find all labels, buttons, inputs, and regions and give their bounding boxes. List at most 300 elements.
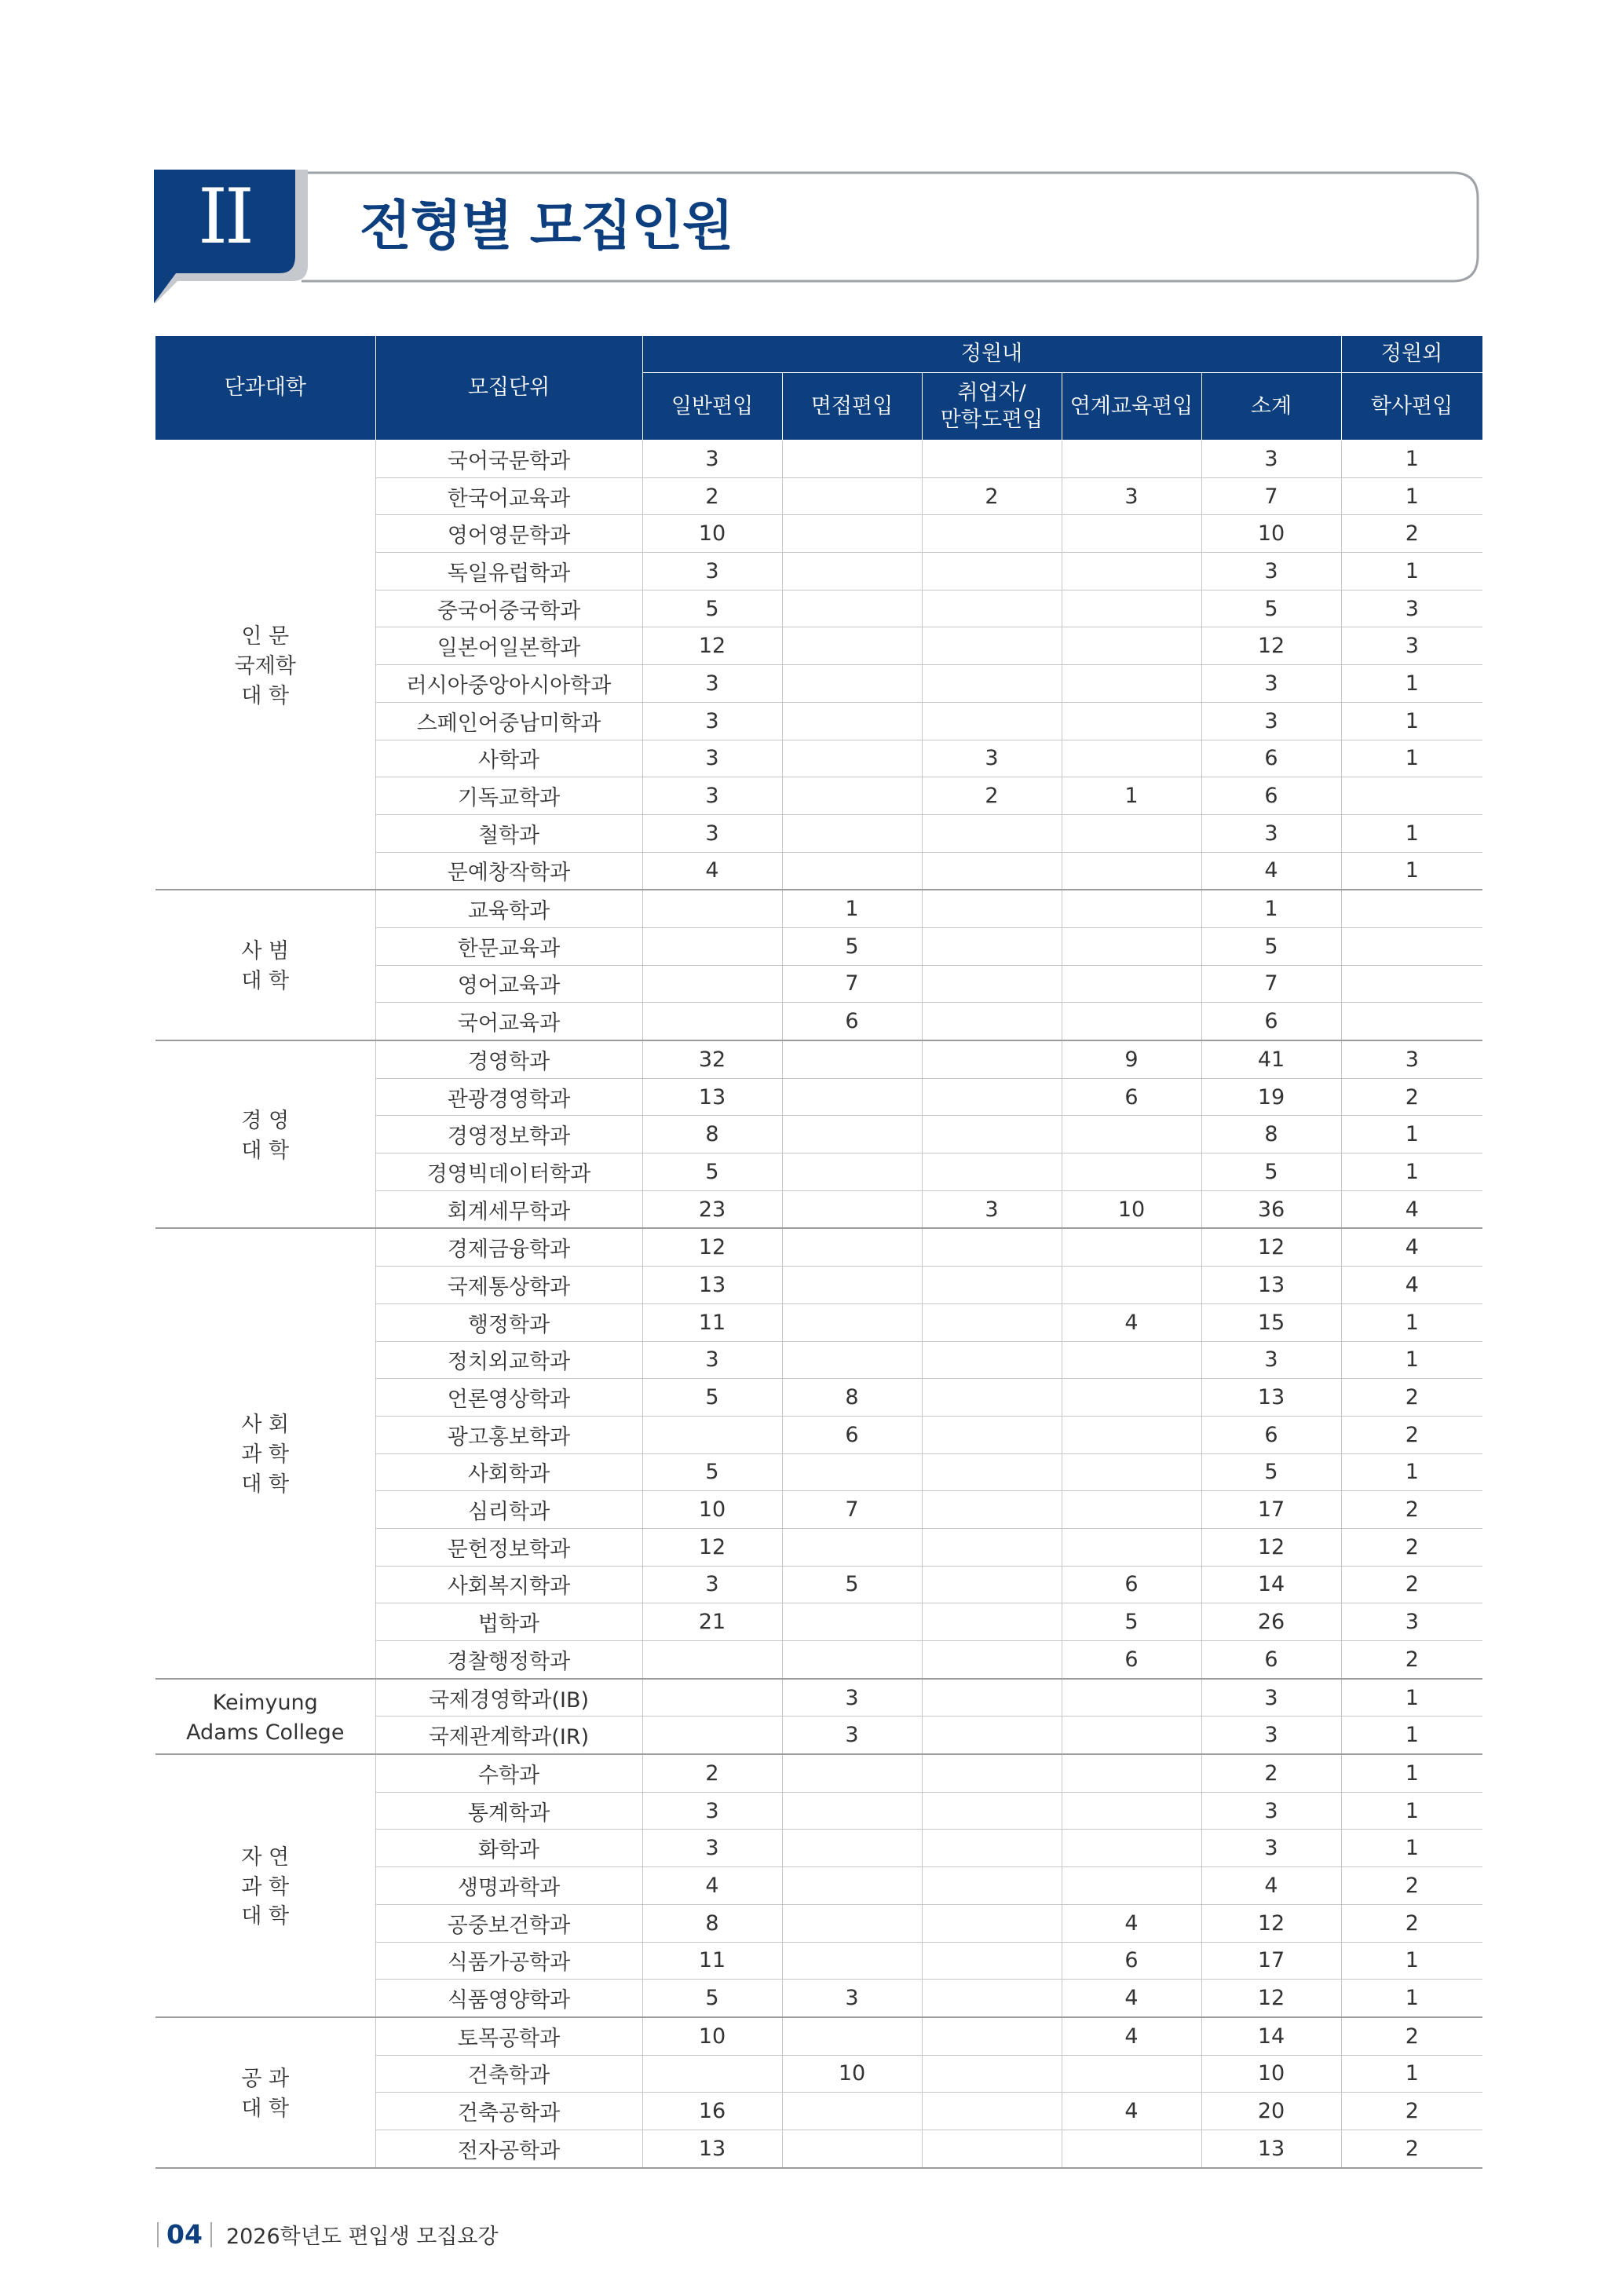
subtotal-count: 3 [1201,441,1341,478]
subtotal-count: 26 [1201,1603,1341,1641]
unit-name: 법학과 [375,1603,642,1641]
linked-count: 1 [1062,777,1201,815]
college-name [155,2017,375,2168]
college-name-line: 사 범 [241,939,290,964]
interview-count [782,1754,922,1792]
unit-name: 사회학과 [375,1453,642,1491]
linked-count [1062,740,1201,777]
employed-count [922,1303,1062,1341]
unit-name: 독일유럽학과 [375,553,642,590]
unit-name: 스페인어중남미학과 [375,702,642,740]
interview-count [782,515,922,553]
general-count: 10 [642,1491,782,1529]
interview-count [782,2093,922,2130]
linked-count: 6 [1062,1078,1201,1116]
unit-name: 교육학과 [375,890,642,927]
interview-count [782,627,922,665]
interview-count [782,2017,922,2055]
unit-name: 수학과 [375,1754,642,1792]
employed-count [922,1379,1062,1417]
bachelor-count [1341,1003,1482,1040]
general-count: 5 [642,590,782,627]
general-count: 5 [642,1153,782,1191]
general-count [642,927,782,965]
employed-count [922,627,1062,665]
employed-count [922,1566,1062,1603]
header-linked: 연계교육편입 [1062,373,1201,441]
unit-name: 국어국문학과 [375,441,642,478]
general-count [642,1717,782,1754]
linked-count [1062,1341,1201,1379]
linked-count [1062,1491,1201,1529]
subtotal-count: 12 [1201,1904,1341,1942]
employed-count [922,1453,1062,1491]
general-count: 3 [642,665,782,703]
unit-name: 심리학과 [375,1491,642,1529]
college-name-line: 대 학 [241,1138,290,1163]
college-name-line: Keimyung [212,1691,318,1716]
employed-count [922,1717,1062,1754]
employed-count [922,1754,1062,1792]
bachelor-count: 1 [1341,1116,1482,1153]
college-name-line: 경 영 [241,1108,290,1133]
interview-count [782,1603,922,1641]
section-header [154,170,1481,303]
general-count: 3 [642,1566,782,1603]
unit-name: 언론영상학과 [375,1379,642,1417]
interview-count [782,1228,922,1266]
subtotal-count: 6 [1201,1416,1341,1453]
interview-count [782,852,922,890]
unit-name: 국제관계학과(IR) [375,1717,642,1754]
linked-count [1062,2130,1201,2167]
bachelor-count: 1 [1341,1679,1482,1717]
unit-name: 식품가공학과 [375,1942,642,1980]
footer-divider [157,2222,159,2247]
linked-count [1062,515,1201,553]
linked-count [1062,702,1201,740]
table-row [155,1679,1482,1717]
table-row [155,890,1482,927]
employed-count [922,1792,1062,1830]
employed-count [922,702,1062,740]
general-count: 8 [642,1904,782,1942]
linked-count [1062,1416,1201,1453]
bachelor-count: 1 [1341,1754,1482,1792]
general-count: 11 [642,1303,782,1341]
bachelor-count [1341,927,1482,965]
subtotal-count: 3 [1201,1679,1341,1717]
interview-count: 3 [782,1717,922,1754]
interview-count: 3 [782,1679,922,1717]
general-count: 5 [642,1379,782,1417]
employed-count [922,1679,1062,1717]
interview-count [782,1267,922,1304]
employed-count [922,1341,1062,1379]
bachelor-count [1341,777,1482,815]
employed-count [922,2130,1062,2167]
linked-count [1062,1679,1201,1717]
interview-count [782,477,922,515]
bachelor-count: 1 [1341,1341,1482,1379]
bachelor-count: 3 [1341,590,1482,627]
page-number: 04 [166,2219,203,2250]
subtotal-count: 13 [1201,1267,1341,1304]
college-name [155,890,375,1040]
employed-count [922,1867,1062,1905]
linked-count [1062,1116,1201,1153]
interview-count: 7 [782,1491,922,1529]
employed-count: 2 [922,777,1062,815]
subtotal-count: 14 [1201,1566,1341,1603]
linked-count [1062,553,1201,590]
unit-name: 문헌정보학과 [375,1528,642,1566]
employed-count [922,1641,1062,1679]
general-count [642,1003,782,1040]
table-row [155,441,1482,478]
unit-name: 공중보건학과 [375,1904,642,1942]
document-title: 2026학년도 편입생 모집요강 [225,2225,499,2249]
bachelor-count: 2 [1341,1641,1482,1679]
interview-count: 5 [782,927,922,965]
subtotal-count: 12 [1201,1980,1341,2017]
subtotal-count: 13 [1201,1379,1341,1417]
bachelor-count: 2 [1341,2093,1482,2130]
unit-name: 경찰행정학과 [375,1641,642,1679]
subtotal-count: 3 [1201,702,1341,740]
linked-count: 3 [1062,477,1201,515]
interview-count: 7 [782,965,922,1003]
college-name [155,1228,375,1678]
employed-count [922,665,1062,703]
general-count: 3 [642,702,782,740]
subtotal-count: 6 [1201,1003,1341,1040]
linked-count [1062,852,1201,890]
general-count: 4 [642,1867,782,1905]
general-count: 2 [642,477,782,515]
general-count: 12 [642,1528,782,1566]
linked-count: 4 [1062,2017,1201,2055]
general-count [642,965,782,1003]
linked-count [1062,1153,1201,1191]
interview-count [782,1040,922,1078]
unit-name: 식품영양학과 [375,1980,642,2017]
interview-count: 1 [782,890,922,927]
header-employed-line1: 취업자/ [957,380,1026,405]
bachelor-count: 1 [1341,441,1482,478]
general-count: 12 [642,627,782,665]
header-interview: 면접편입 [782,373,922,441]
general-count: 5 [642,1453,782,1491]
subtotal-count: 3 [1201,1830,1341,1867]
interview-count [782,1904,922,1942]
interview-count [782,702,922,740]
bachelor-count: 2 [1341,1566,1482,1603]
subtotal-count: 10 [1201,515,1341,553]
subtotal-count: 3 [1201,1341,1341,1379]
interview-count [782,777,922,815]
college-name-line: 사 회 [241,1413,290,1438]
subtotal-count: 20 [1201,2093,1341,2130]
employed-count [922,553,1062,590]
subtotal-count: 19 [1201,1078,1341,1116]
linked-count: 4 [1062,1904,1201,1942]
bachelor-count: 4 [1341,1267,1482,1304]
college-name-line: 과 학 [241,1442,290,1468]
linked-count [1062,441,1201,478]
unit-name: 건축공학과 [375,2093,642,2130]
header-employed-line2: 만학도편입 [940,407,1044,432]
employed-count [922,814,1062,852]
general-count: 3 [642,1792,782,1830]
unit-name: 국제경영학과(IB) [375,1679,642,1717]
linked-count: 4 [1062,1303,1201,1341]
subtotal-count: 36 [1201,1190,1341,1228]
general-count: 3 [642,441,782,478]
employed-count [922,1228,1062,1266]
linked-count [1062,1379,1201,1417]
subtotal-count: 8 [1201,1116,1341,1153]
subtotal-count: 5 [1201,590,1341,627]
bachelor-count: 1 [1341,1303,1482,1341]
college-name-line: 대 학 [241,969,290,994]
unit-name: 건축학과 [375,2055,642,2093]
employed-count [922,1116,1062,1153]
linked-count [1062,965,1201,1003]
interview-count [782,1341,922,1379]
linked-count [1062,1830,1201,1867]
subtotal-count: 5 [1201,927,1341,965]
unit-name: 철학과 [375,814,642,852]
subtotal-count: 14 [1201,2017,1341,2055]
linked-count: 9 [1062,1040,1201,1078]
interview-count: 6 [782,1416,922,1453]
interview-count [782,1153,922,1191]
subtotal-count: 41 [1201,1040,1341,1078]
linked-count [1062,1453,1201,1491]
bachelor-count: 1 [1341,1980,1482,2017]
interview-count: 3 [782,1980,922,2017]
college-name [155,1754,375,2017]
subtotal-count: 15 [1201,1303,1341,1341]
subtotal-count: 17 [1201,1942,1341,1980]
subtotal-count: 1 [1201,890,1341,927]
subtotal-count: 10 [1201,2055,1341,2093]
recruitment-table [155,336,1483,2169]
linked-count: 4 [1062,2093,1201,2130]
linked-count [1062,590,1201,627]
employed-count [922,852,1062,890]
general-count: 23 [642,1190,782,1228]
employed-count: 3 [922,740,1062,777]
bachelor-count: 3 [1341,627,1482,665]
bachelor-count: 1 [1341,2055,1482,2093]
bachelor-count: 1 [1341,702,1482,740]
general-count [642,890,782,927]
linked-count [1062,1003,1201,1040]
employed-count [922,1491,1062,1529]
linked-count: 6 [1062,1641,1201,1679]
unit-name: 기독교학과 [375,777,642,815]
college-name-line: 자 연 [241,1844,290,1870]
section-number: II [198,173,251,261]
linked-count [1062,1717,1201,1754]
linked-count: 4 [1062,1980,1201,2017]
table-body [155,441,1482,2168]
unit-name: 광고홍보학과 [375,1416,642,1453]
college-name-line: 대 학 [241,2096,290,2121]
unit-name: 한국어교육과 [375,477,642,515]
college-name-line: 대 학 [241,1472,290,1497]
unit-name: 행정학과 [375,1303,642,1341]
linked-count: 6 [1062,1566,1201,1603]
unit-name: 전자공학과 [375,2130,642,2167]
unit-name: 국제통상학과 [375,1267,642,1304]
bachelor-count: 2 [1341,1904,1482,1942]
subtotal-count: 6 [1201,740,1341,777]
interview-count [782,1453,922,1491]
college-name [155,1040,375,1228]
header-in-quota: 정원내 [642,336,1341,373]
header-college: 단과대학 [155,336,375,441]
employed-count [922,1830,1062,1867]
general-count [642,1641,782,1679]
college-name-line: Adams College [186,1720,345,1745]
employed-count [922,1980,1062,2017]
bachelor-count: 3 [1341,1603,1482,1641]
section-title: 전형별 모집인원 [360,196,733,258]
employed-count [922,1040,1062,1078]
bachelor-count: 1 [1341,1792,1482,1830]
general-count: 32 [642,1040,782,1078]
bachelor-count: 1 [1341,1453,1482,1491]
linked-count [1062,1867,1201,1905]
bachelor-count: 2 [1341,1078,1482,1116]
unit-name: 정치외교학과 [375,1341,642,1379]
table-row [155,1228,1482,1266]
general-count: 10 [642,515,782,553]
college-name-line: 과 학 [241,1874,290,1899]
employed-count [922,1603,1062,1641]
bachelor-count [1341,890,1482,927]
interview-count [782,814,922,852]
unit-name: 사학과 [375,740,642,777]
footer-divider [210,2222,212,2247]
subtotal-count: 3 [1201,1792,1341,1830]
bachelor-count: 1 [1341,1942,1482,1980]
interview-count [782,1116,922,1153]
college-name [155,1679,375,1754]
unit-name: 중국어중국학과 [375,590,642,627]
header-employed [922,373,1062,441]
subtotal-count: 4 [1201,852,1341,890]
bachelor-count: 2 [1341,2130,1482,2167]
unit-name: 생명과학과 [375,1867,642,1905]
general-count: 16 [642,2093,782,2130]
employed-count [922,2055,1062,2093]
table-row [155,1040,1482,1078]
subtotal-count: 6 [1201,777,1341,815]
interview-count [782,740,922,777]
header-subtotal: 소계 [1201,373,1341,441]
employed-count [922,890,1062,927]
linked-count [1062,1754,1201,1792]
general-count: 3 [642,777,782,815]
linked-count: 10 [1062,1190,1201,1228]
general-count: 12 [642,1228,782,1266]
employed-count [922,1267,1062,1304]
unit-name: 경영학과 [375,1040,642,1078]
bachelor-count: 2 [1341,2017,1482,2055]
interview-count [782,1528,922,1566]
bachelor-count [1341,965,1482,1003]
subtotal-count: 3 [1201,1717,1341,1754]
interview-count [782,2130,922,2167]
general-count: 13 [642,1267,782,1304]
interview-count: 10 [782,2055,922,2093]
linked-count [1062,2055,1201,2093]
general-count: 10 [642,2017,782,2055]
college-name-line: 공 과 [241,2066,290,2091]
subtotal-count: 3 [1201,553,1341,590]
subtotal-count: 4 [1201,1867,1341,1905]
bachelor-count: 1 [1341,852,1482,890]
interview-count [782,1078,922,1116]
general-count [642,2055,782,2093]
subtotal-count: 3 [1201,814,1341,852]
unit-name: 회계세무학과 [375,1190,642,1228]
general-count [642,1679,782,1717]
subtotal-count: 7 [1201,477,1341,515]
header-unit: 모집단위 [375,336,642,441]
employed-count [922,441,1062,478]
general-count: 3 [642,814,782,852]
interview-count: 8 [782,1379,922,1417]
header-general: 일반편입 [642,373,782,441]
employed-count [922,1528,1062,1566]
general-count: 4 [642,852,782,890]
employed-count [922,2017,1062,2055]
interview-count [782,441,922,478]
general-count: 3 [642,553,782,590]
college-name-line: 인 문 [241,623,290,649]
interview-count: 5 [782,1566,922,1603]
general-count: 13 [642,1078,782,1116]
subtotal-count: 7 [1201,965,1341,1003]
linked-count: 5 [1062,1603,1201,1641]
unit-name: 통계학과 [375,1792,642,1830]
general-count: 21 [642,1603,782,1641]
general-count: 5 [642,1980,782,2017]
bachelor-count: 4 [1341,1190,1482,1228]
bachelor-count: 1 [1341,665,1482,703]
linked-count [1062,1528,1201,1566]
unit-name: 사회복지학과 [375,1566,642,1603]
interview-count [782,1303,922,1341]
linked-count [1062,1228,1201,1266]
unit-name: 문예창작학과 [375,852,642,890]
unit-name: 경제금융학과 [375,1228,642,1266]
general-count [642,1416,782,1453]
bachelor-count: 1 [1341,1830,1482,1867]
bachelor-count: 1 [1341,1153,1482,1191]
subtotal-count: 12 [1201,1228,1341,1266]
linked-count [1062,927,1201,965]
interview-count [782,1641,922,1679]
subtotal-count: 3 [1201,665,1341,703]
unit-name: 관광경영학과 [375,1078,642,1116]
unit-name: 화학과 [375,1830,642,1867]
